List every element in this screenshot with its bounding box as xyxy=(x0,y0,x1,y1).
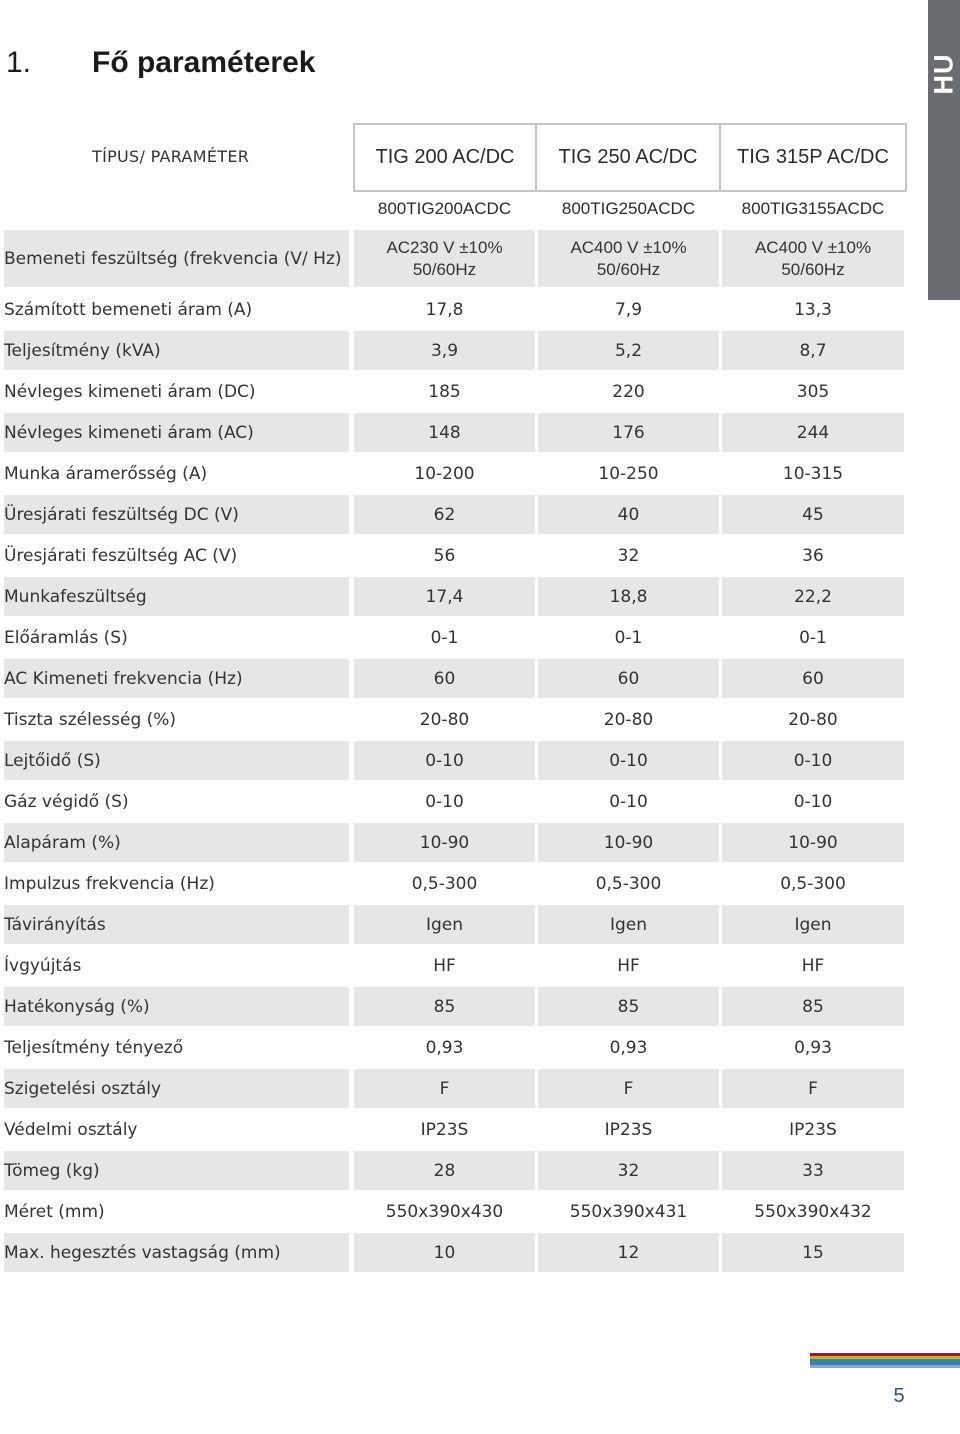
section-number: 1. xyxy=(6,46,32,79)
row-value: 22,2 xyxy=(722,577,904,616)
row-value: 176 xyxy=(538,413,719,452)
row-value: 8,7 xyxy=(722,331,904,370)
row-label: Impulzus frekvencia (Hz) xyxy=(4,864,349,903)
row-value: 85 xyxy=(722,987,904,1026)
page-title xyxy=(6,46,315,80)
row-value: 10 xyxy=(354,1233,535,1272)
row-label: Bemeneti feszültség (frekvencia (V/ Hz) xyxy=(4,230,349,287)
row-label: Teljesítmény (kVA) xyxy=(4,331,349,370)
row-value: F xyxy=(354,1069,535,1108)
row-value: IP23S xyxy=(722,1110,904,1149)
page-number: 5 xyxy=(893,1385,905,1407)
section-title: Fő paraméterek xyxy=(92,46,316,79)
row-value: 10-315 xyxy=(722,454,904,493)
row-label: Névleges kimeneti áram (AC) xyxy=(4,413,349,452)
row-value: 0,5-300 xyxy=(722,864,904,903)
row-label: Tömeg (kg) xyxy=(4,1151,349,1190)
row-value: 10-90 xyxy=(354,823,535,862)
row-value: 10-90 xyxy=(538,823,719,862)
row-value: 220 xyxy=(538,372,719,411)
model-code-tig250: 800TIG250ACDC xyxy=(561,199,696,218)
row-value: 60 xyxy=(538,659,719,698)
row-label: Üresjárati feszültség DC (V) xyxy=(4,495,349,534)
row-value: 20-80 xyxy=(354,700,535,739)
row-value: Igen xyxy=(354,905,535,944)
row-value: 17,4 xyxy=(354,577,535,616)
model-header-tig200: TIG 200 AC/DC xyxy=(353,123,537,192)
row-value: 0-1 xyxy=(722,618,904,657)
row-value: 85 xyxy=(538,987,719,1026)
row-label: Szigetelési osztály xyxy=(4,1069,349,1108)
row-value: Igen xyxy=(722,905,904,944)
frequency-value: 50/60Hz xyxy=(596,259,661,279)
row-label: Védelmi osztály xyxy=(4,1110,349,1149)
row-value: 17,8 xyxy=(354,290,535,329)
row-label: Munkafeszültség xyxy=(4,577,349,616)
row-value: 56 xyxy=(354,536,535,575)
row-label: Távirányítás xyxy=(4,905,349,944)
row-value: Igen xyxy=(538,905,719,944)
row-value: 550x390x431 xyxy=(538,1192,719,1231)
row-value: 148 xyxy=(354,413,535,452)
row-value: 0-1 xyxy=(538,618,719,657)
frequency-value: 50/60Hz xyxy=(781,259,845,279)
row-value: 32 xyxy=(538,536,719,575)
row-label: Ívgyújtás xyxy=(4,946,349,985)
row-value: 305 xyxy=(722,372,904,411)
row-value: 15 xyxy=(722,1233,904,1272)
row-label: Teljesítmény tényező xyxy=(4,1028,349,1067)
row-value: 60 xyxy=(354,659,535,698)
language-tab-label: HU xyxy=(928,53,959,95)
row-value: 0,93 xyxy=(538,1028,719,1067)
row-value: 28 xyxy=(354,1151,535,1190)
row-value: 60 xyxy=(722,659,904,698)
model-header-tig315p: TIG 315P AC/DC xyxy=(721,123,907,192)
row-value: 0,5-300 xyxy=(538,864,719,903)
row-label: Számított bemeneti áram (A) xyxy=(4,290,349,329)
row-value: 62 xyxy=(354,495,535,534)
row-value: 5,2 xyxy=(538,331,719,370)
row-value: 0-10 xyxy=(538,782,719,821)
row-value: 550x390x432 xyxy=(722,1192,904,1231)
row-value: 0-10 xyxy=(722,782,904,821)
row-value: 20-80 xyxy=(722,700,904,739)
row-label: Tiszta szélesség (%) xyxy=(4,700,349,739)
row-value: 10-250 xyxy=(538,454,719,493)
row-value: 20-80 xyxy=(538,700,719,739)
row-value: 13,3 xyxy=(722,290,904,329)
row-label: Előáramlás (S) xyxy=(4,618,349,657)
row-value: 550x390x430 xyxy=(354,1192,535,1231)
row-value: IP23S xyxy=(354,1110,535,1149)
row-value: HF xyxy=(354,946,535,985)
footer-stripe xyxy=(810,1365,960,1368)
voltage-value: AC400 V ±10% xyxy=(754,237,872,257)
model-code-tig200: 800TIG200ACDC xyxy=(377,199,512,218)
language-tab xyxy=(928,0,960,300)
row-value: 36 xyxy=(722,536,904,575)
row-label: Lejtőidő (S) xyxy=(4,741,349,780)
row-value xyxy=(354,230,535,287)
row-value: 0-10 xyxy=(354,782,535,821)
row-value: F xyxy=(538,1069,719,1108)
frequency-value: 50/60Hz xyxy=(412,259,477,279)
row-value: 12 xyxy=(538,1233,719,1272)
row-value: 0-1 xyxy=(354,618,535,657)
model-header-tig250: TIG 250 AC/DC xyxy=(537,123,721,192)
row-value: HF xyxy=(722,946,904,985)
row-value: 10-90 xyxy=(722,823,904,862)
row-value: 45 xyxy=(722,495,904,534)
row-value: IP23S xyxy=(538,1110,719,1149)
row-label: Névleges kimeneti áram (DC) xyxy=(4,372,349,411)
row-value: 0,5-300 xyxy=(354,864,535,903)
row-label: AC Kimeneti frekvencia (Hz) xyxy=(4,659,349,698)
row-value: 244 xyxy=(722,413,904,452)
row-value: 0-10 xyxy=(354,741,535,780)
row-value: 185 xyxy=(354,372,535,411)
row-value: 0-10 xyxy=(538,741,719,780)
voltage-value: AC400 V ±10% xyxy=(570,237,687,257)
row-value: 7,9 xyxy=(538,290,719,329)
page-footer xyxy=(810,1353,960,1433)
row-value: 33 xyxy=(722,1151,904,1190)
row-label: Munka áramerősség (A) xyxy=(4,454,349,493)
voltage-value: AC230 V ±10% xyxy=(386,237,503,257)
row-label: Gáz végidő (S) xyxy=(4,782,349,821)
row-value: 3,9 xyxy=(354,331,535,370)
model-code-tig315p: 800TIG3155ACDC xyxy=(741,199,885,218)
row-label: Hatékonyság (%) xyxy=(4,987,349,1026)
row-value: 32 xyxy=(538,1151,719,1190)
row-label: Alapáram (%) xyxy=(4,823,349,862)
row-value: 0-10 xyxy=(722,741,904,780)
row-value: HF xyxy=(538,946,719,985)
row-value: 0,93 xyxy=(722,1028,904,1067)
row-label: Max. hegesztés vastagság (mm) xyxy=(4,1233,349,1272)
type-parameter-label: TÍPUS/ PARAMÉTER xyxy=(92,147,250,166)
row-value: 10-200 xyxy=(354,454,535,493)
row-label: Üresjárati feszültség AC (V) xyxy=(4,536,349,575)
row-value xyxy=(722,230,904,287)
row-value xyxy=(538,230,719,287)
row-value: 85 xyxy=(354,987,535,1026)
row-value: 0,93 xyxy=(354,1028,535,1067)
row-label: Méret (mm) xyxy=(4,1192,349,1231)
row-value: F xyxy=(722,1069,904,1108)
row-value: 18,8 xyxy=(538,577,719,616)
row-value: 40 xyxy=(538,495,719,534)
